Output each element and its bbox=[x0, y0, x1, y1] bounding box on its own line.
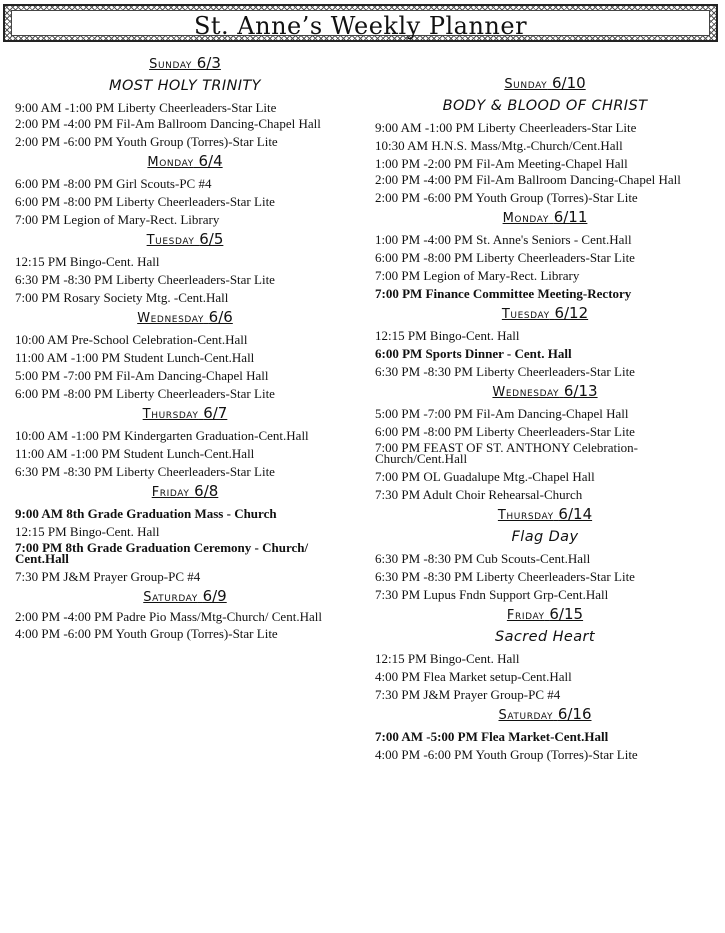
event-item: 6:00 PM -8:00 PM Liberty Cheerleaders-Star Lite bbox=[375, 423, 635, 439]
day-heading bbox=[375, 505, 715, 525]
event-item: 6:00 PM -8:00 PM Liberty Cheerleaders-Star Lite bbox=[15, 193, 275, 209]
day-section bbox=[15, 482, 355, 583]
title-box bbox=[11, 10, 710, 40]
day-section bbox=[375, 705, 715, 761]
page-title: St. Anne’s Weekly Planner bbox=[193, 12, 528, 40]
event-item: 1:00 PM -2:00 PM Fil-Am Meeting-Chapel Hall bbox=[375, 156, 628, 171]
day-heading bbox=[15, 152, 355, 172]
event-item: 10:00 AM Pre-School Celebration-Cent.Hall bbox=[15, 331, 248, 347]
day-section bbox=[15, 54, 355, 148]
day-name: Monday bbox=[502, 210, 549, 226]
event-item: 6:30 PM -8:30 PM Liberty Cheerleaders-Star Lite bbox=[375, 568, 635, 584]
day-heading bbox=[375, 605, 715, 625]
event-item: 7:00 PM 8th Grade Graduation Ceremony - Church/ Cent.Hall bbox=[15, 539, 309, 566]
day-heading bbox=[15, 482, 355, 502]
event-item: 10:00 AM -1:00 PM Kindergarten Graduation-Cent.Hall bbox=[15, 427, 309, 443]
left-column bbox=[15, 52, 355, 644]
feast-title: MOST HOLY TRINITY bbox=[109, 78, 261, 94]
day-date: 6/13 bbox=[563, 381, 598, 400]
event-item: 6:00 PM Sports Dinner - Cent. Hall bbox=[375, 345, 572, 361]
feast-title: BODY & BLOOD OF CHRIST bbox=[442, 98, 648, 114]
day-date: 6/3 bbox=[196, 54, 221, 72]
event-item: 9:00 AM -1:00 PM Liberty Cheerleaders-Star Lite bbox=[15, 100, 277, 115]
day-date: 6/14 bbox=[558, 504, 593, 523]
day-heading bbox=[375, 208, 715, 228]
event-item: 12:15 PM Bingo-Cent. Hall bbox=[375, 650, 520, 666]
day-section bbox=[15, 230, 355, 304]
day-date: 6/6 bbox=[208, 307, 233, 326]
day-name: Thursday bbox=[142, 406, 199, 422]
event-item: 7:30 PM J&M Prayer Group-PC #4 bbox=[375, 686, 561, 702]
right-column bbox=[375, 72, 715, 765]
event-item: 4:00 PM -6:00 PM Youth Group (Torres)-Star Lite bbox=[375, 746, 638, 762]
day-heading bbox=[375, 705, 715, 725]
day-name: Wednesday bbox=[492, 384, 560, 400]
event-item: 7:30 PM Adult Choir Rehearsal-Church bbox=[375, 486, 583, 502]
day-date: 6/7 bbox=[203, 403, 228, 422]
event-item: 6:30 PM -8:30 PM Liberty Cheerleaders-Star Lite bbox=[15, 463, 275, 479]
event-item: 7:00 PM OL Guadalupe Mtg.-Chapel Hall bbox=[375, 468, 595, 484]
event-item: 6:30 PM -8:30 PM Liberty Cheerleaders-Star Lite bbox=[15, 271, 275, 287]
event-item: 7:30 PM Lupus Fndn Support Grp-Cent.Hall bbox=[375, 586, 609, 602]
day-name: Tuesday bbox=[146, 232, 195, 248]
day-heading bbox=[375, 74, 715, 94]
day-date: 6/12 bbox=[554, 303, 589, 322]
day-name: Tuesday bbox=[501, 306, 550, 322]
day-date: 6/11 bbox=[553, 207, 588, 226]
day-name: Saturday bbox=[143, 589, 198, 605]
event-item: 2:00 PM -6:00 PM Youth Group (Torres)-Star Lite bbox=[15, 133, 278, 149]
event-item: 6:30 PM -8:30 PM Liberty Cheerleaders-Star Lite bbox=[375, 363, 635, 379]
event-item: 7:00 AM -5:00 PM Flea Market-Cent.Hall bbox=[375, 728, 609, 744]
day-heading bbox=[375, 382, 715, 402]
day-section bbox=[375, 74, 715, 204]
day-heading bbox=[15, 308, 355, 328]
event-item: 7:00 PM FEAST OF ST. ANTHONY Celebration-Church/Cent.Hall bbox=[375, 439, 639, 466]
event-item: 11:00 AM -1:00 PM Student Lunch-Cent.Hall bbox=[15, 445, 255, 461]
event-item: 12:15 PM Bingo-Cent. Hall bbox=[375, 327, 520, 343]
day-date: 6/9 bbox=[202, 586, 227, 605]
day-date: 6/15 bbox=[549, 604, 584, 623]
event-item: 9:00 AM -1:00 PM Liberty Cheerleaders-Star Lite bbox=[375, 120, 637, 135]
event-item: 2:00 PM -4:00 PM Padre Pio Mass/Mtg-Church/ Cent.Hall bbox=[15, 608, 322, 624]
day-date: 6/8 bbox=[194, 481, 219, 500]
event-item: 4:00 PM -6:00 PM Youth Group (Torres)-Star Lite bbox=[15, 626, 278, 641]
event-item: 10:30 AM H.N.S. Mass/Mtg.-Church/Cent.Hall bbox=[375, 138, 623, 153]
day-heading bbox=[15, 230, 355, 250]
day-section bbox=[15, 308, 355, 400]
day-section bbox=[375, 382, 715, 501]
event-item: 12:15 PM Bingo-Cent. Hall bbox=[15, 253, 160, 269]
day-section bbox=[375, 505, 715, 601]
day-section bbox=[375, 208, 715, 300]
event-item: 12:15 PM Bingo-Cent. Hall bbox=[15, 523, 160, 539]
event-item: 7:00 PM Legion of Mary-Rect. Library bbox=[15, 211, 220, 227]
day-name: Wednesday bbox=[137, 310, 204, 326]
event-item: 7:00 PM Rosary Society Mtg. -Cent.Hall bbox=[15, 289, 229, 305]
day-name: Friday bbox=[151, 484, 190, 500]
day-heading bbox=[15, 404, 355, 424]
event-item: 5:00 PM -7:00 PM Fil-Am Dancing-Chapel Hall bbox=[375, 405, 629, 421]
day-date: 6/5 bbox=[199, 229, 224, 248]
day-name: Sunday bbox=[149, 57, 193, 72]
day-section bbox=[375, 605, 715, 701]
event-item: 2:00 PM -4:00 PM Fil-Am Ballroom Dancing-Chapel Hall bbox=[15, 116, 321, 131]
title-banner bbox=[3, 4, 718, 42]
day-section bbox=[375, 304, 715, 378]
event-item: 4:00 PM Flea Market setup-Cent.Hall bbox=[375, 668, 572, 684]
event-item: 6:00 PM -8:00 PM Liberty Cheerleaders-Star Lite bbox=[375, 249, 635, 265]
day-name: Friday bbox=[506, 607, 545, 623]
event-item: 6:00 PM -8:00 PM Liberty Cheerleaders-Star Lite bbox=[15, 385, 275, 401]
feast-title: Sacred Heart bbox=[495, 628, 595, 645]
event-item: 5:00 PM -7:00 PM Fil-Am Dancing-Chapel Hall bbox=[15, 367, 269, 383]
day-heading bbox=[15, 54, 355, 74]
day-name: Saturday bbox=[498, 707, 554, 723]
event-item: 2:00 PM -4:00 PM Fil-Am Ballroom Dancing-Chapel Hall bbox=[375, 172, 681, 187]
day-date: 6/4 bbox=[198, 151, 223, 170]
day-name: Monday bbox=[147, 154, 194, 170]
event-item: 11:00 AM -1:00 PM Student Lunch-Cent.Hall bbox=[15, 349, 255, 365]
event-item: 6:30 PM -8:30 PM Cub Scouts-Cent.Hall bbox=[375, 550, 591, 566]
day-name: Thursday bbox=[497, 507, 554, 523]
day-section bbox=[15, 404, 355, 478]
event-item: 7:00 PM Finance Committee Meeting-Rectory bbox=[375, 285, 632, 301]
event-item: 9:00 AM 8th Grade Graduation Mass - Church bbox=[15, 505, 277, 521]
day-name: Sunday bbox=[504, 77, 548, 92]
event-item: 7:30 PM J&M Prayer Group-PC #4 bbox=[15, 568, 201, 584]
day-heading bbox=[375, 304, 715, 324]
feast-title: Flag Day bbox=[511, 528, 579, 545]
day-date: 6/10 bbox=[551, 74, 586, 92]
day-section bbox=[15, 152, 355, 226]
day-section bbox=[15, 587, 355, 641]
event-item: 6:00 PM -8:00 PM Girl Scouts-PC #4 bbox=[15, 175, 212, 191]
day-heading bbox=[15, 587, 355, 607]
event-item: 2:00 PM -6:00 PM Youth Group (Torres)-Star Lite bbox=[375, 189, 638, 205]
day-date: 6/16 bbox=[557, 704, 592, 723]
event-item: 1:00 PM -4:00 PM St. Anne's Seniors - Cent.Hall bbox=[375, 231, 632, 247]
event-item: 7:00 PM Legion of Mary-Rect. Library bbox=[375, 267, 580, 283]
